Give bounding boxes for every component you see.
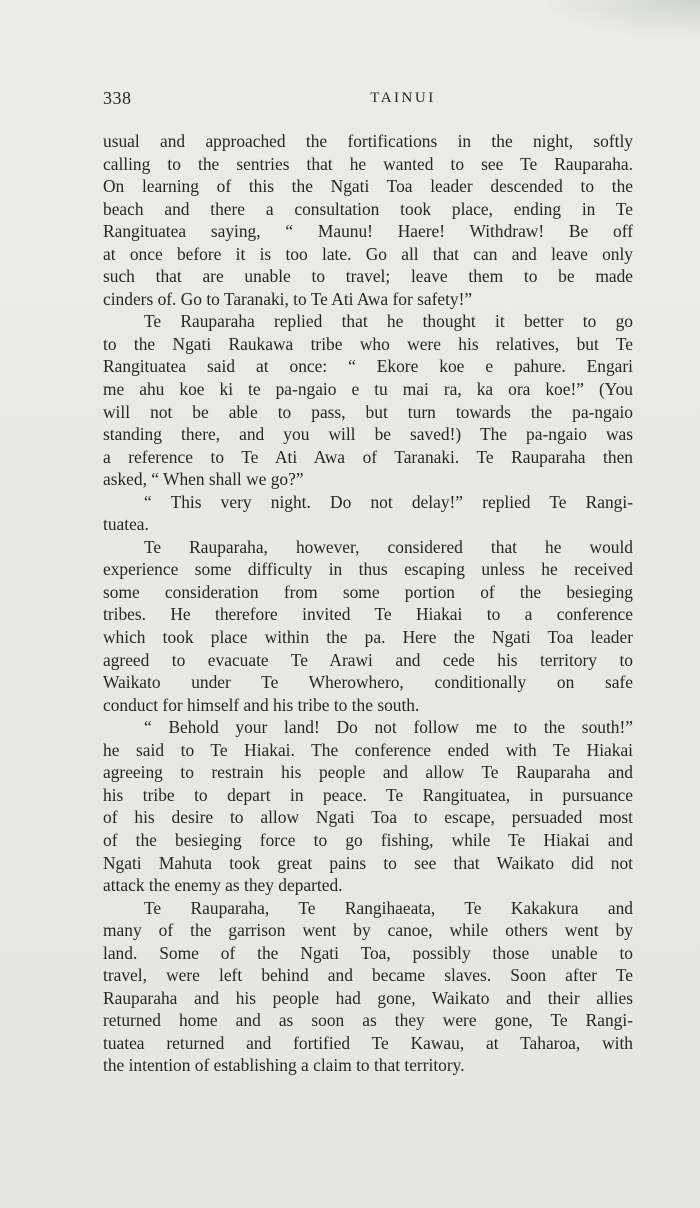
text-line: agreeing to restrain his people and allow Te Rauparaha and xyxy=(103,762,633,783)
text-line: Rangituatea said at once: “ Ekore koe e pahure. Engari xyxy=(103,356,633,377)
text-line: he said to Te Hiakai. The conference ended with Te Hiakai xyxy=(103,739,633,760)
text-line: Waikato under Te Wherowhero, conditionally on safe xyxy=(103,672,633,693)
text-line: calling to the sentries that he wanted to see Te Rauparaha. xyxy=(103,153,633,174)
paragraph xyxy=(103,310,633,490)
text-line: tuatea returned and fortified Te Kawau, at Taharoa, with xyxy=(103,1032,633,1053)
running-head: TAINUI xyxy=(370,90,436,106)
text-line: tuatea. xyxy=(103,514,149,535)
text-line: On learning of this the Ngati Toa leader descended to the xyxy=(103,176,633,197)
text-line: asked, “ When shall we go?” xyxy=(103,469,304,490)
page-corner-shadow xyxy=(540,0,700,40)
text-line: tribes. He therefore invited Te Hiakai to a conference xyxy=(103,604,633,625)
text-line: Ngati Mahuta took great pains to see that Waikato did not xyxy=(103,852,633,873)
text-line: standing there, and you will be saved!) The pa-ngaio was xyxy=(103,424,633,445)
text-line: conduct for himself and his tribe to the south. xyxy=(103,694,420,715)
text-line: at once before it is too late. Go all that can and leave only xyxy=(103,243,633,264)
text-line: Te Rauparaha, Te Rangihaeata, Te Kakakura and xyxy=(144,897,633,918)
text-line: to the Ngati Raukawa tribe who were his relatives, but Te xyxy=(103,333,633,354)
text-line: Rauparaha and his people had gone, Waikato and their allies xyxy=(103,987,633,1008)
text-line: such that are unable to travel; leave them to be made xyxy=(103,266,633,287)
paragraph xyxy=(103,536,633,716)
paragraph xyxy=(103,716,633,896)
body-text xyxy=(103,130,633,1077)
text-line: the intention of establishing a claim to that territory. xyxy=(103,1055,465,1076)
text-line: “ Behold your land! Do not follow me to the south!” xyxy=(144,717,633,738)
text-line: me ahu koe ki te pa-ngaio e tu mai ra, ka ora koe!” (You xyxy=(103,379,633,400)
text-line: of his desire to allow Ngati Toa to escape, persuaded most xyxy=(103,807,633,828)
text-line: Te Rauparaha replied that he thought it better to go xyxy=(144,311,633,332)
text-line: beach and there a consultation took place, ending in Te xyxy=(103,198,633,219)
text-line: of the besieging force to go fishing, while Te Hiakai and xyxy=(103,829,633,850)
paragraph xyxy=(103,130,633,310)
page-number: 338 xyxy=(103,88,132,108)
text-line: experience some difficulty in thus escaping unless he received xyxy=(103,559,633,580)
text-line: Te Rauparaha, however, considered that he would xyxy=(144,536,633,557)
text-line: a reference to Te Ati Awa of Taranaki. Te Rauparaha then xyxy=(103,446,633,467)
paragraph xyxy=(103,491,633,536)
text-line: land. Some of the Ngati Toa, possibly those unable to xyxy=(103,942,633,963)
text-line: his tribe to depart in peace. Te Rangituatea, in pursuance xyxy=(103,784,633,805)
text-line: Rangituatea saying, “ Maunu! Haere! Withdraw! Be off xyxy=(103,221,633,242)
text-line: will not be able to pass, but turn towards the pa-ngaio xyxy=(103,401,633,422)
text-line: returned home and as soon as they were gone, Te Rangi- xyxy=(103,1010,633,1031)
text-line: attack the enemy as they departed. xyxy=(103,875,343,896)
text-line: usual and approached the fortifications in the night, softly xyxy=(103,131,633,151)
paragraph xyxy=(103,897,633,1077)
text-line: some consideration from some portion of the besieging xyxy=(103,581,633,602)
text-line: agreed to evacuate Te Arawi and cede his territory to xyxy=(103,649,633,670)
page-header xyxy=(103,88,633,112)
text-line: travel, were left behind and became slaves. Soon after Te xyxy=(103,965,633,986)
text-line: many of the garrison went by canoe, while others went by xyxy=(103,920,633,941)
text-line: “ This very night. Do not delay!” replied Te Rangi- xyxy=(144,491,633,512)
text-line: which took place within the pa. Here the Ngati Toa leader xyxy=(103,627,633,648)
text-line: cinders of. Go to Taranaki, to Te Ati Awa for safety!” xyxy=(103,288,473,309)
